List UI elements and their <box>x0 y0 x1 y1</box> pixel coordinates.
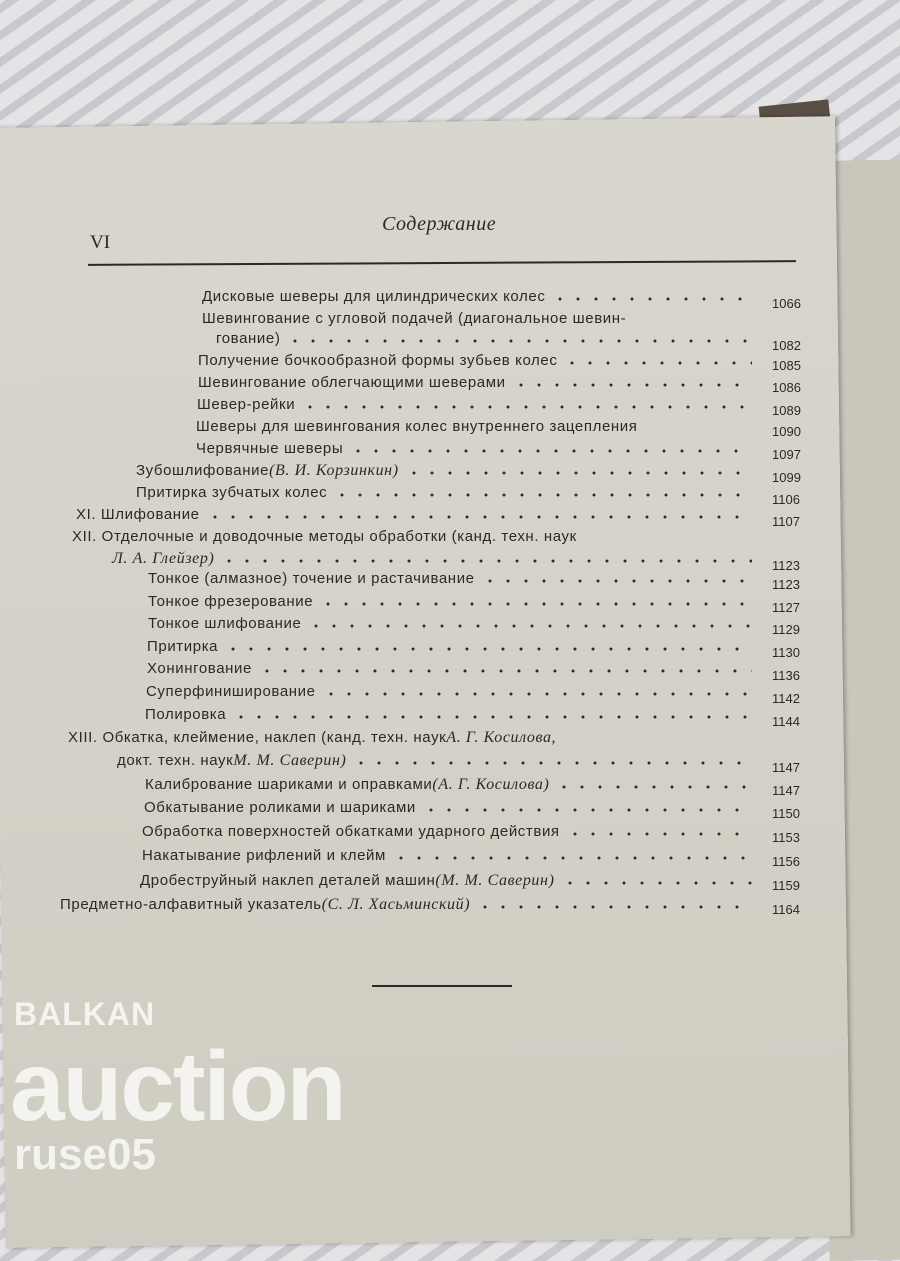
dot-leader <box>220 559 752 563</box>
toc-entry <box>145 776 752 794</box>
entry-title: Дисковые шеверы для цилиндрических колес <box>202 288 546 305</box>
entry-title: Полировка <box>145 706 227 723</box>
entry-title: Червячные шеверы <box>196 440 344 457</box>
dot-leader <box>349 449 752 453</box>
page-number: 1142 <box>772 691 800 706</box>
dot-leader <box>512 383 752 387</box>
page-number: 1090 <box>772 424 801 439</box>
page-number: 1144 <box>772 714 800 729</box>
dot-leader <box>555 785 752 789</box>
dot-leader <box>307 624 752 628</box>
entry-author: Л. А. Глейзер) <box>112 550 215 567</box>
toc-entry <box>72 528 752 545</box>
page-number: 1066 <box>772 296 801 311</box>
entry-title: XIII. Обкатка, клеймение, наклеп (канд. техн. наук <box>68 729 447 746</box>
entry-title: Обработка поверхностей обкатками ударного действия <box>142 823 560 840</box>
entry-title: Шевингование с угловой подачей (диагональное шевин- <box>202 310 627 327</box>
page-number: 1082 <box>772 338 801 353</box>
toc-entry-continued <box>117 752 752 770</box>
entry-title: Тонкое (алмазное) точение и растачивание <box>148 570 475 587</box>
entry-title: Калибрование шариками и оправками <box>145 776 433 793</box>
entry-title: гование) <box>216 330 281 347</box>
entry-title: Притирка зубчатых колес <box>136 484 328 501</box>
entry-title: Обкатывание роликами и шариками <box>144 799 416 816</box>
toc-entry <box>202 310 752 327</box>
toc-entry <box>144 799 752 816</box>
page-number: 1123 <box>772 577 800 592</box>
entry-title: Тонкое шлифование <box>148 615 302 632</box>
entry-title: Шевингование облегчающими шеверами <box>198 374 506 391</box>
entry-title: Тонкое фрезерование <box>148 593 314 610</box>
toc-entry <box>197 396 752 413</box>
page-number: 1147 <box>772 760 800 775</box>
dot-leader <box>481 579 752 583</box>
toc-entry <box>196 440 752 457</box>
page-number: 1127 <box>772 600 800 615</box>
entry-author: М. М. Саверин) <box>233 752 347 769</box>
toc-entry <box>146 683 752 700</box>
toc-entry <box>136 462 752 480</box>
page-number: 1085 <box>772 358 801 373</box>
toc-entry-continued <box>216 330 752 347</box>
toc-entry <box>148 570 752 587</box>
dot-leader <box>551 297 752 301</box>
entry-title: Хонингование <box>147 660 252 677</box>
toc-entry <box>68 729 770 747</box>
toc-entry <box>76 506 752 523</box>
entry-author: А. Г. Косилова, <box>446 729 557 746</box>
toc-entry <box>142 823 752 840</box>
page-number: 1123 <box>772 558 800 573</box>
entry-title: Предметно-алфавитный указатель <box>60 896 322 913</box>
dot-leader <box>405 471 752 475</box>
entry-author: (М. М. Саверин) <box>435 872 555 889</box>
page-number: 1097 <box>772 447 801 462</box>
page-number: 1107 <box>772 514 800 529</box>
dot-leader <box>422 808 752 812</box>
toc-entry <box>60 896 752 914</box>
watermark-line: ruse05 <box>14 1130 156 1179</box>
toc-entry <box>147 638 752 655</box>
page-number: 1089 <box>772 403 801 418</box>
entry-title: Зубошлифование <box>136 462 270 479</box>
toc-entry <box>147 660 752 677</box>
dot-leader <box>561 881 753 885</box>
toc-entry-continued <box>112 550 752 568</box>
toc-entry <box>202 288 752 305</box>
page-number: 1086 <box>772 380 801 395</box>
dot-leader <box>352 761 752 765</box>
dot-leader <box>224 647 752 651</box>
watermark-line: BALKAN <box>14 996 156 1032</box>
dot-leader <box>392 856 752 860</box>
toc-entry <box>196 418 770 435</box>
entry-author: (С. Л. Хасьминский) <box>321 896 471 913</box>
end-rule <box>372 985 512 987</box>
dot-leader <box>258 669 752 673</box>
page-number: 1150 <box>772 806 800 821</box>
dot-leader <box>322 692 752 696</box>
page-number: 1164 <box>772 902 800 917</box>
page-number: 1130 <box>772 645 800 660</box>
entry-title: XII. Отделочные и доводочные методы обработки (канд. техн. наук <box>72 528 577 545</box>
page-title: Содержание <box>382 213 497 235</box>
dot-leader <box>476 905 752 909</box>
toc-entry <box>140 872 752 890</box>
toc-entry <box>136 484 752 501</box>
page-number: 1147 <box>772 783 800 798</box>
entry-author: (А. Г. Косилова) <box>432 776 550 793</box>
toc-entry <box>148 593 752 610</box>
entry-title: Шевер-рейки <box>197 396 296 413</box>
entry-title: Получение бочкообразной формы зубьев колес <box>198 352 558 369</box>
watermark-line: auction <box>10 1031 345 1141</box>
dot-leader <box>286 339 752 343</box>
entry-title: докт. техн. наук <box>117 752 234 769</box>
toc-entry <box>198 352 752 369</box>
entry-title: Притирка <box>147 638 219 655</box>
entry-title: Суперфиниширование <box>146 683 316 700</box>
toc-entry <box>142 847 752 864</box>
dot-leader <box>563 361 752 365</box>
page-number: 1156 <box>772 854 800 869</box>
dot-leader <box>319 602 752 606</box>
dot-leader <box>333 493 752 497</box>
page-number: 1159 <box>772 878 800 893</box>
toc-entry <box>145 706 752 723</box>
page-number: 1106 <box>772 492 800 507</box>
entry-title: Накатывание рифлений и клейм <box>142 847 386 864</box>
toc-entry <box>198 374 752 391</box>
page-number: 1129 <box>772 622 800 637</box>
entry-title: XI. Шлифование <box>76 506 200 523</box>
dot-leader <box>566 832 752 836</box>
toc-entry <box>148 615 752 632</box>
dot-leader <box>232 715 752 719</box>
entry-title: Дробеструйный наклеп деталей машин <box>140 872 436 889</box>
dot-leader <box>301 405 752 409</box>
page-number: 1099 <box>772 470 801 485</box>
entry-title: Шеверы для шевингования колес внутреннего зацепления <box>196 418 638 435</box>
page-number: 1136 <box>772 668 800 683</box>
page-folio: VI <box>90 232 111 253</box>
page-number: 1153 <box>772 830 800 845</box>
entry-author: (В. И. Корзинкин) <box>269 462 399 479</box>
dot-leader <box>206 515 752 519</box>
